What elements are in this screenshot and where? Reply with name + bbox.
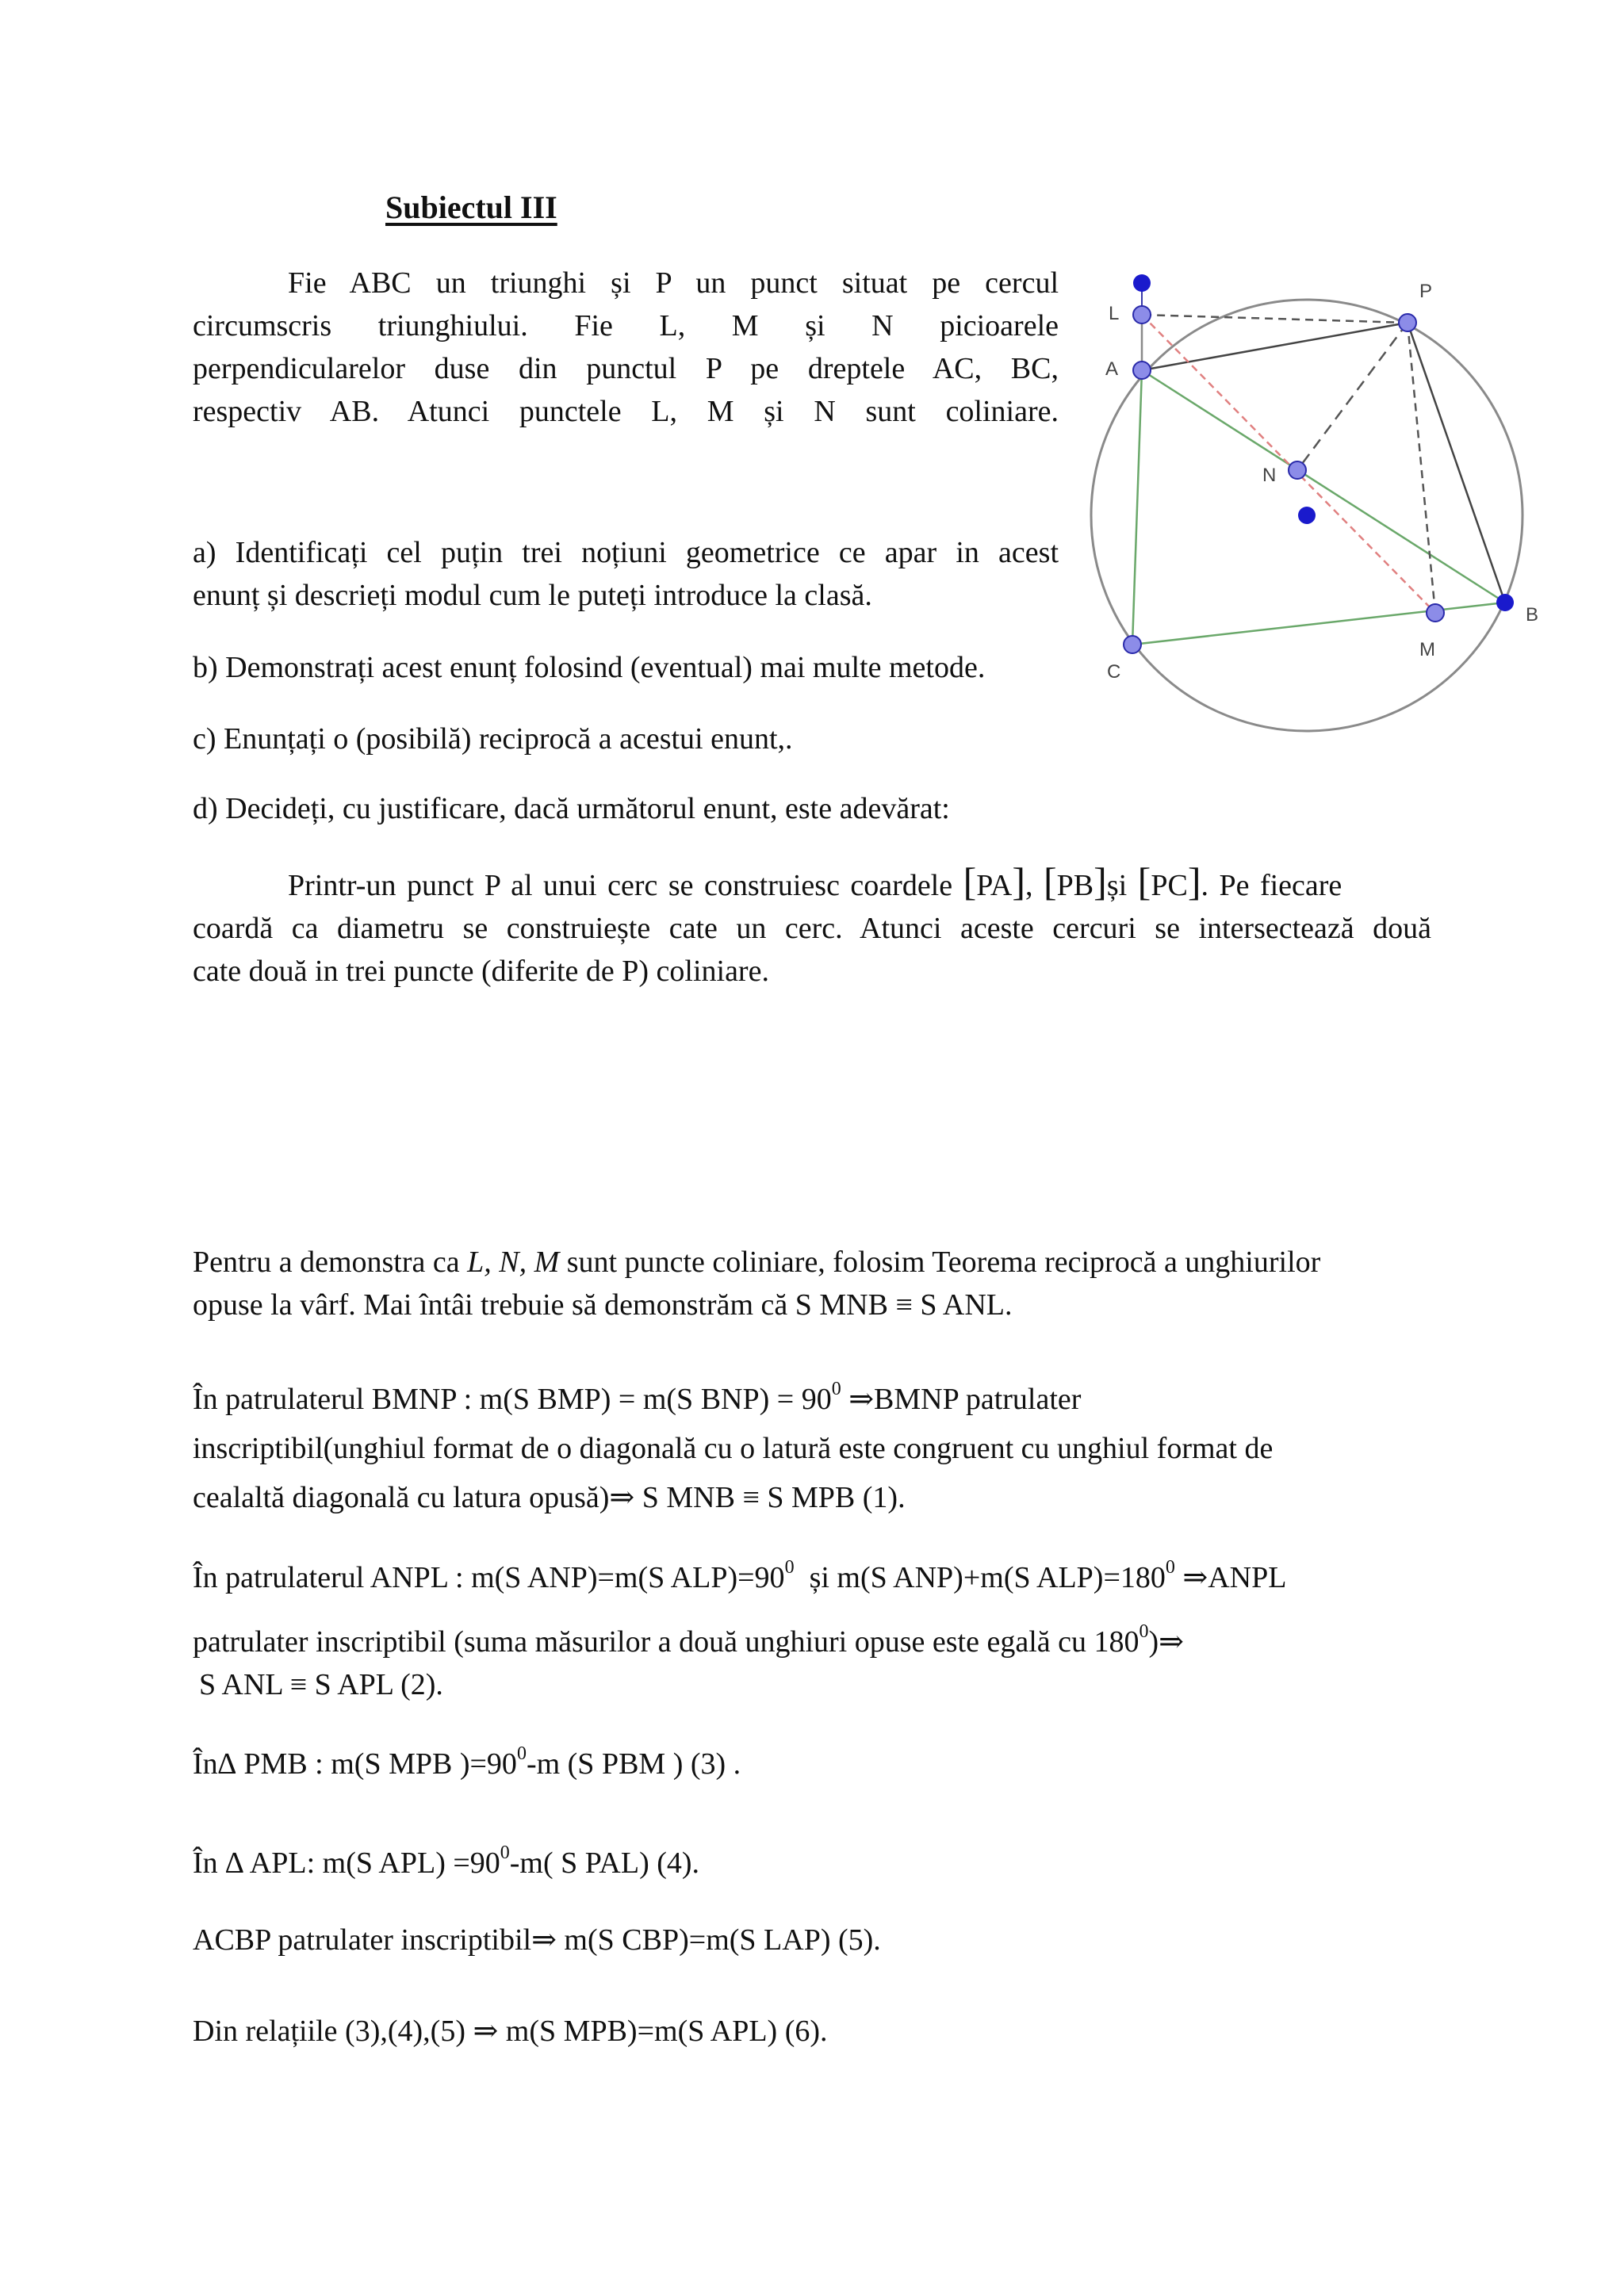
proof-text: ⇒ANPL [1182, 1561, 1287, 1594]
point-c [1124, 636, 1141, 653]
label-a: A [1105, 358, 1119, 380]
proof-bmnp [193, 1368, 1431, 1519]
chord-pc: PC [1151, 869, 1188, 902]
proof-text: -m (S PBM ) (3) . [526, 1747, 741, 1781]
circle-statement-text: Printr-un punct P al unui cerc se construiesc coardele [288, 869, 953, 902]
perpendicular-pm [1408, 323, 1435, 613]
label-n: N [1262, 465, 1277, 486]
bracket-open: [ [1137, 859, 1151, 904]
circle-statement-line3: cate două in trei puncte (diferite de P) coliniare. [193, 955, 769, 988]
proof-bmnp-line: cealaltă diagonală cu latura opusă)⇒ S MNB ≡ S MPB (1). [193, 1481, 906, 1514]
label-b: B [1526, 604, 1539, 626]
and-word: și [1106, 869, 1128, 902]
statement-line: Fie ABC un triunghi și P un punct situat pe cercul [288, 266, 1059, 300]
segment-ap [1142, 323, 1408, 370]
point-l [1133, 306, 1151, 323]
proof-text: ⇒BMNP patrulater [848, 1383, 1082, 1416]
label-m: M [1419, 639, 1435, 660]
proof-text: În patrulaterul ANPL : m(S ANP)=m(S ALP)=90 [193, 1561, 785, 1594]
center-point [1298, 507, 1316, 524]
side-ab [1142, 370, 1505, 603]
circle-statement-line2: coardă ca diametru se construiește cate un cerc. Atunci aceste cercuri se intersectează două [193, 912, 1431, 945]
perpendicular-pn [1297, 323, 1408, 470]
point-b [1496, 594, 1514, 611]
chord-pa: PA [976, 869, 1013, 902]
proof-text: În ∆ APL: m(S APL) =90 [193, 1846, 500, 1880]
proof-anpl-line [193, 1610, 1431, 1663]
proof-text: patrulater inscriptibil (suma măsurilor a două unghiuri opuse este egală cu 180 [193, 1625, 1139, 1659]
task-a-line: a) Identificați cel puțin trei noțiuni geometrice ce apar in acest [193, 536, 1059, 569]
statement-line: perpendicularelor duse din punctul P pe dreptele AC, BC, [193, 352, 1059, 385]
task-d: d) Decideți, cu justificare, dacă următorul enunt, este adevărat: [193, 792, 950, 825]
proof-intro-line: opuse la vârf. Mai întâi trebuie să demonstrăm că S MNB ≡ S ANL. [193, 1288, 1013, 1322]
top-point [1133, 274, 1151, 292]
circle-statement [193, 860, 1431, 993]
proof-text: sunt puncte coliniare, folosim Teorema reciprocă a unghiurilor [566, 1246, 1321, 1279]
statement-line: respectiv AB. Atunci punctele L, M și N sunt coliniare. [193, 395, 1059, 428]
superscript: 0 [1139, 1621, 1149, 1642]
side-ca [1132, 370, 1142, 645]
proof-conclusion: Din relațiile (3),(4),(5) ⇒ m(S MPB)=m(S APL) (6). [193, 2015, 828, 2048]
section-title: Subiectul III [385, 189, 557, 225]
chord-pb: PB [1056, 869, 1094, 902]
perpendicular-pl [1142, 315, 1408, 323]
bracket-open: [ [963, 859, 977, 904]
statement-line: circumscris triunghiului. Fie L, M și N picioarele [193, 309, 1059, 342]
simson-line [1142, 315, 1435, 613]
task-b: b) Demonstrați acest enunț folosind (eventual) mai multe metode. [193, 651, 986, 684]
proof-apl [193, 1831, 699, 1885]
points-lnm: L, N, M [467, 1246, 560, 1279]
proof-bmnp-line: inscriptibil(unghiul format de o diagonală cu o latură este congruent cu unghiul format de [193, 1432, 1274, 1465]
bracket-close: ] [1012, 859, 1026, 904]
proof-intro-line [193, 1241, 1431, 1284]
circle-statement-text: . Pe fiecare [1201, 869, 1342, 902]
task-c: c) Enunțați o (posibilă) reciprocă a acestui enunt,. [193, 722, 793, 756]
point-n [1289, 461, 1306, 479]
point-a [1133, 362, 1151, 379]
proof-pmb [193, 1732, 741, 1785]
label-c: C [1107, 661, 1121, 683]
proof-text: -m( S PAL) (4). [509, 1846, 700, 1880]
point-p [1399, 314, 1416, 331]
proof-text: și m(S ANP)+m(S ALP)=180 [809, 1561, 1166, 1594]
proof-intro [193, 1241, 1431, 1326]
proof-anpl [193, 1546, 1431, 1706]
proof-anpl-line: S ANL ≡ S APL (2). [199, 1668, 443, 1701]
label-l: L [1109, 303, 1120, 324]
side-bc [1132, 603, 1505, 645]
circle-statement-line1: Printr-un punct P al unui cerc se construiesc coardele [PA], [PB]și [PC]. Pe fiecare [288, 859, 1342, 904]
point-m [1427, 604, 1444, 622]
segment-pb [1408, 323, 1505, 603]
proof-bmnp-line [193, 1368, 1431, 1421]
bracket-close: ] [1187, 859, 1201, 904]
superscript: 0 [500, 1843, 510, 1863]
bracket-close: ] [1094, 859, 1107, 904]
bracket-open: [ [1044, 859, 1057, 904]
superscript: 0 [784, 1557, 795, 1578]
proof-acbp: ACBP patrulater inscriptibil⇒ m(S CBP)=m(S LAP) (5). [193, 1923, 881, 1957]
superscript: 0 [516, 1743, 527, 1764]
geometry-figure [1071, 258, 1578, 749]
proof-text: În patrulaterul BMNP : m(S BMP) = m(S BNP) = 90 [193, 1383, 832, 1416]
proof-anpl-line [193, 1546, 1431, 1599]
task-a-line: enunț și descrieți modul cum le puteți introduce la clasă. [193, 579, 872, 612]
proof-text: În∆ PMB : m(S MPB )=90 [193, 1747, 517, 1781]
label-p: P [1419, 281, 1433, 302]
superscript: 0 [831, 1379, 841, 1399]
task-a [193, 531, 1059, 617]
theorem-statement [193, 262, 1059, 433]
superscript: 0 [1165, 1557, 1175, 1578]
proof-text: Pentru a demonstra ca [193, 1246, 460, 1279]
proof-text: )⇒ [1148, 1625, 1184, 1659]
